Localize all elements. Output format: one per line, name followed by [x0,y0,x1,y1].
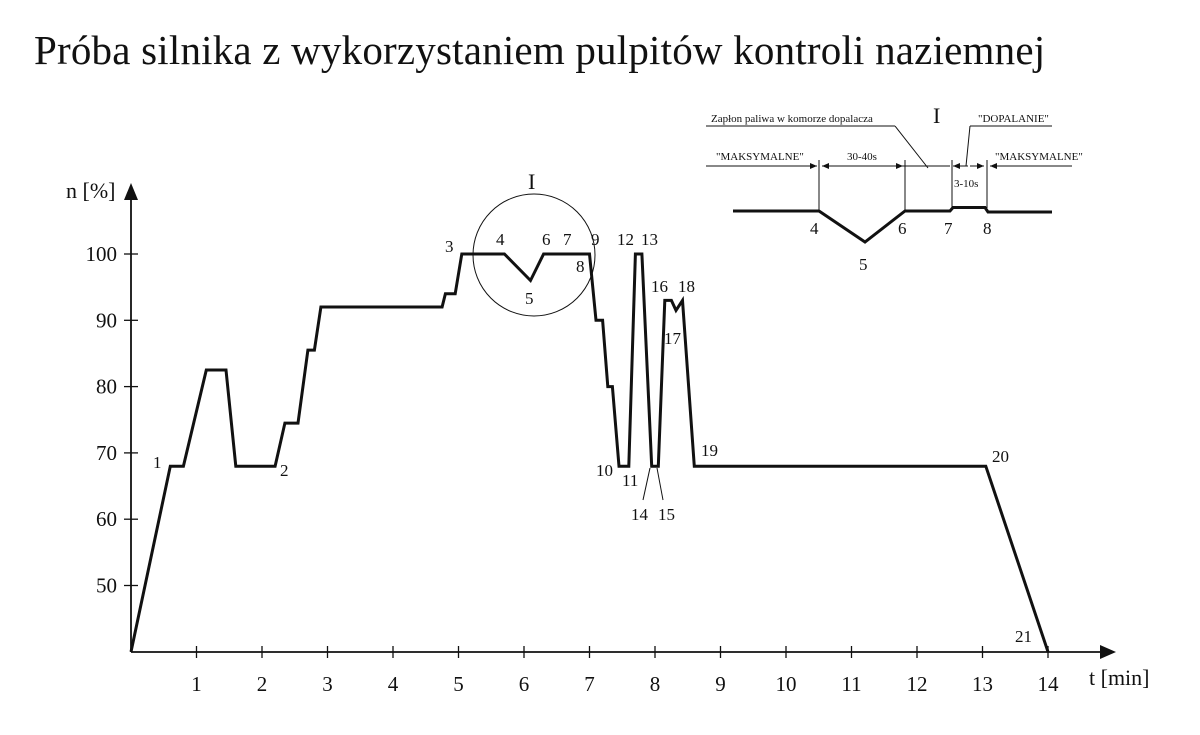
inset-point-4: 4 [810,219,819,238]
label-15-leader [657,468,663,500]
inset-profile-line [733,208,1052,243]
afterburner-pointer [966,126,970,166]
x-tick-label-3: 3 [322,672,333,696]
inset-point-7: 7 [944,219,953,238]
x-tick-label-2: 2 [256,672,268,696]
point-label-18: 18 [678,277,695,296]
point-label-12: 12 [617,230,634,249]
point-label-13: 13 [641,230,658,249]
axes [66,178,1150,690]
x-tick-label-11: 11 [841,672,862,696]
point-label-16: 16 [651,277,668,296]
x-tick-label-4: 4 [387,672,399,696]
point-label-10: 10 [596,461,613,480]
point-label-11: 11 [622,471,639,490]
point-label-4: 4 [496,230,505,249]
inset-detail [706,103,1083,274]
y-tick-label-60: 60 [96,507,117,532]
ignition-label: Zapłon paliwa w komorze dopalacza [711,113,873,125]
x-tick-label-14: 14 [1037,672,1059,696]
x-tick-label-10: 10 [775,672,797,696]
label-14-leader [643,468,650,500]
x-tick-label-7: 7 [584,672,595,696]
y-tick-label-90: 90 [96,308,117,333]
y-tick-label-70: 70 [96,440,117,465]
point-label-2: 2 [280,461,289,480]
x-axis-arrow-icon [1100,645,1116,659]
point-label-9: 9 [591,230,600,249]
max-right-label: "MAKSYMALNE" [995,151,1083,163]
inset-label: I [933,103,941,128]
detail-marker-label: I [528,169,536,194]
max-left-label: "MAKSYMALNE" [716,151,804,163]
point-label-3: 3 [445,237,454,256]
point-label-7: 7 [563,230,572,249]
point-label-14: 14 [631,505,648,524]
ticks [86,242,1060,696]
y-tick-label-50: 50 [96,573,117,598]
ignition-pointer [895,126,928,168]
point-label-5: 5 [525,289,534,308]
point-label-15: 15 [658,505,675,524]
x-tick-label-9: 9 [715,672,726,696]
y-tick-label-100: 100 [85,242,117,266]
interval-2-label: 3-10s [954,178,979,190]
point-label-21: 21 [1015,627,1032,646]
x-tick-label-12: 12 [906,672,928,696]
x-axis-label: t [min] [1089,665,1150,690]
inset-point-5: 5 [859,255,868,274]
engine-speed-line [131,254,1048,652]
point-label-8: 8 [576,257,585,276]
x-tick-label-5: 5 [453,672,464,696]
point-label-20: 20 [992,447,1009,466]
y-axis-arrow-icon [124,183,138,200]
point-label-19: 19 [701,441,718,460]
y-axis-label: n [%] [66,178,116,203]
interval-1-label: 30-40s [847,151,877,163]
x-tick-label-1: 1 [191,672,202,696]
x-tick-label-8: 8 [649,672,661,696]
inset-point-8: 8 [983,219,992,238]
inset-point-6: 6 [898,219,907,238]
point-label-6: 6 [542,230,551,249]
point-label-1: 1 [153,453,162,472]
x-tick-label-13: 13 [972,672,993,696]
afterburner-label: "DOPALANIE" [978,113,1049,125]
page-title: Próba silnika z wykorzystaniem pulpitów kontroli naziemnej [34,27,1046,73]
point-label-17: 17 [664,329,681,348]
x-tick-label-6: 6 [518,672,530,696]
y-tick-label-80: 80 [96,374,117,399]
